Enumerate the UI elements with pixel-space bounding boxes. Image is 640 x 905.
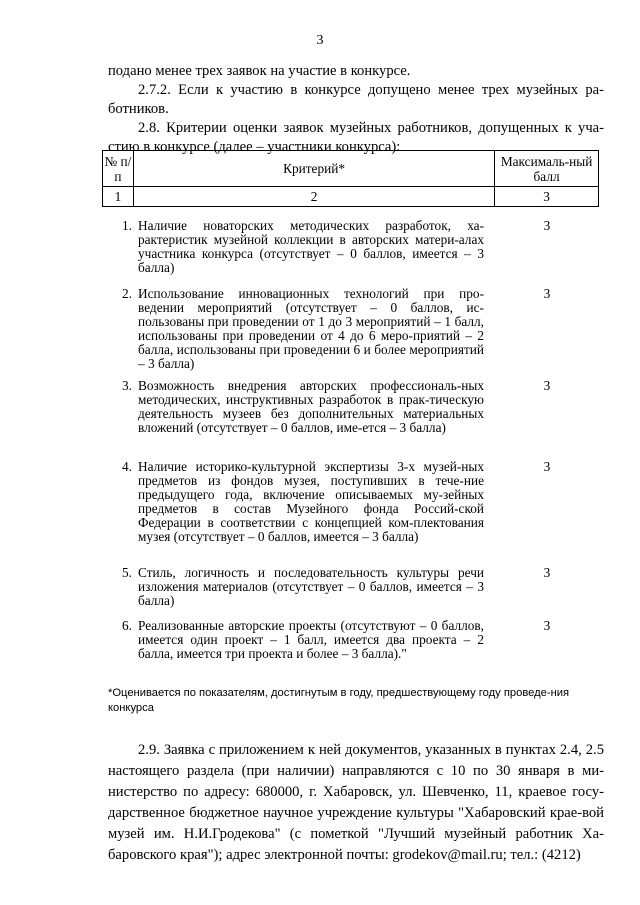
row-number: 4.	[122, 459, 132, 474]
page-number: 3	[316, 33, 324, 48]
row-criterion: Реализованные авторские проекты (отсутствуют – 0 баллов, имеется один проект – 1 балл, имеется два проекта – 2 балла, имеется три проекта и более – 3 балла)."	[138, 618, 484, 661]
column-number-1: 1	[103, 187, 134, 207]
column-number-2: 2	[133, 187, 494, 207]
criteria-table-header	[102, 150, 599, 207]
row-score: 3	[543, 618, 551, 633]
header-max-score: Максималь-ный балл	[495, 151, 599, 187]
row-criterion: Возможность внедрения авторских профессиональ-ных методических, инструктивных разработок в прак-тическую деятельность музеев без дополнительных материальных вложений (отсутствует – 0 баллов, име-ется – 3 балла)	[138, 378, 484, 435]
paragraph-2-9: 2.9. Заявка с приложением к ней документов, указанных в пунктах 2.4, 2.5 настоящего раздела (при наличии) направляются с 10 по 30 января в ми-нистерство по адресу: 680000, г. Хабаровск, ул. Шевченко, 11, краевое госу-дарственное бюджетное научное учреждение культуры "Хабаровский крае-вой музей им. Н.И.Гродекова" (с пометкой "Лучший музейный работник Ха-баровского края"); адрес электронной почты: grodekov@mail.ru; тел.: (4212)	[108, 742, 604, 863]
intro-line: подано менее трех заявок на участие в конкурсе.	[108, 63, 411, 79]
row-score: 3	[543, 286, 551, 301]
paragraph-2-8: 2.8. Критерии оценки заявок музейных работников, допущенных к уча-стию в конкурсе (далее – участники конкурса):	[108, 120, 604, 155]
row-number: 5.	[122, 565, 132, 580]
row-score: 3	[543, 218, 551, 233]
row-criterion: Наличие новаторских методических разработок, ха-рактеристик музейной коллекции в авторских матери-алах участника конкурса (отсутствует – 0 баллов, имеется – 3 балла)	[138, 218, 484, 275]
row-score: 3	[543, 378, 551, 393]
row-number: 3.	[122, 378, 132, 393]
header-num: № п/п	[103, 151, 134, 187]
row-criterion: Наличие историко-культурной экспертизы 3-х музей-ных предметов из фондов музея, поступивших в тече-ние предыдущего года, включение описываемых му-зейных предметов в состав Музейного фонда Россий-ской Федерации в соответствии с концепцией ком-плектования музея (отсутствует – 0 баллов, имеется – 3 балла)	[138, 459, 484, 544]
row-number: 6.	[122, 618, 132, 633]
column-number-3: 3	[495, 187, 599, 207]
row-score: 3	[543, 459, 551, 474]
footnote: *Оценивается по показателям, достигнутым в году, предшествующему году проведе-ния конкурса	[108, 687, 570, 714]
row-number: 2.	[122, 286, 132, 301]
row-score: 3	[543, 565, 551, 580]
paragraph-2-7-2: 2.7.2. Если к участию в конкурсе допущено менее трех музейных ра-ботников.	[108, 82, 604, 117]
row-criterion: Стиль, логичность и последовательность культуры речи изложения материалов (отсутствует – 0 баллов, имеется – 3 балла)	[138, 565, 484, 608]
row-criterion: Использование инновационных технологий при про-ведении мероприятий (отсутствует – 0 баллов, ис-пользованы при проведении от 1 до 3 мероприятий – 1 балл, использованы при проведении от 4 до 6 меро-приятий – 2 балла, использованы при проведении 6 и более мероприятий – 3 балла)	[138, 286, 484, 371]
row-number: 1.	[122, 218, 132, 233]
header-criterion: Критерий*	[133, 151, 494, 187]
